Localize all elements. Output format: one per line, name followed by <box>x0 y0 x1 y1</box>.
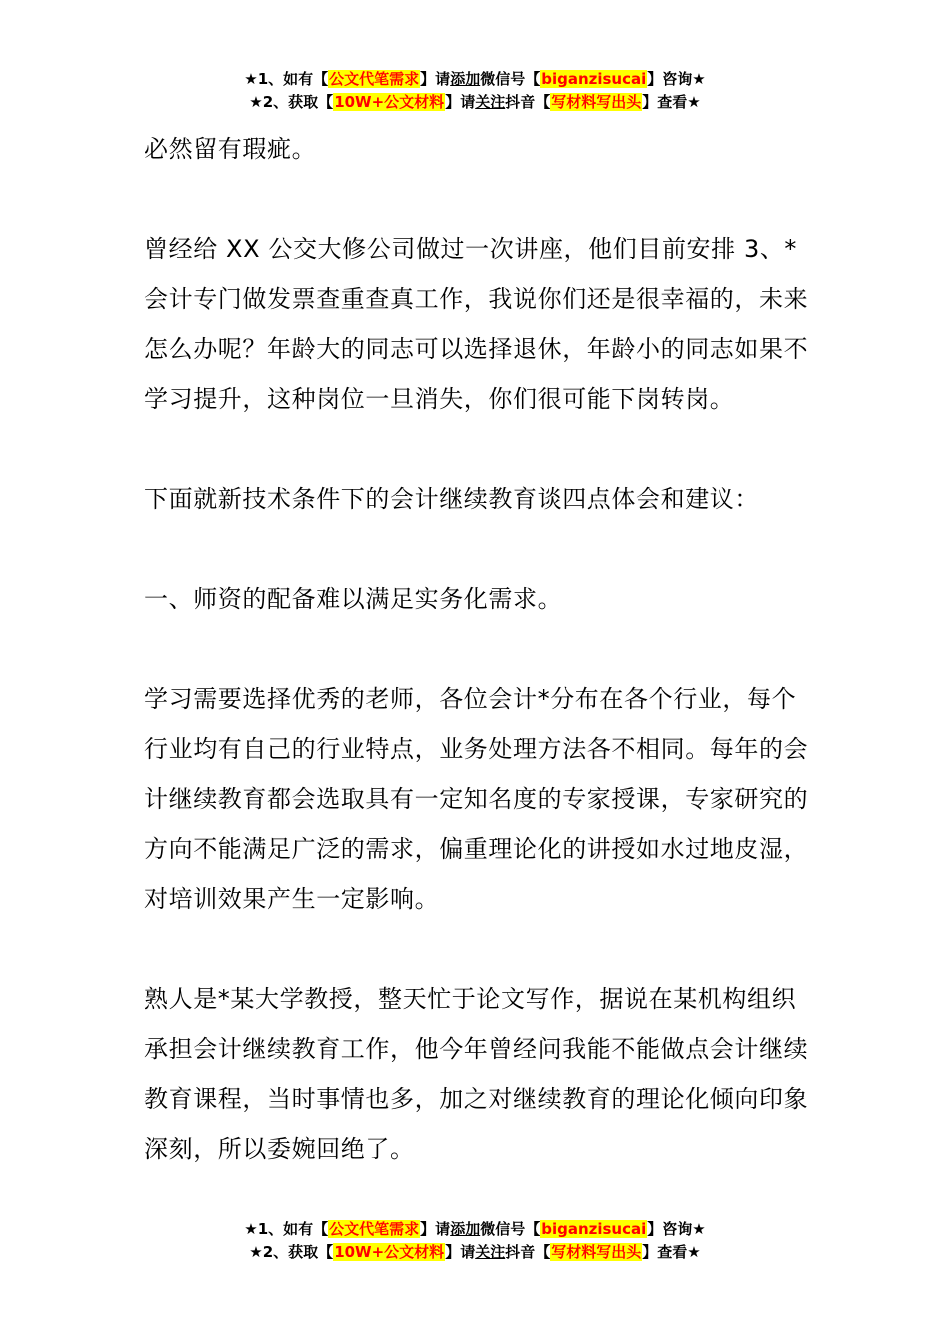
paragraph-gap <box>144 174 810 224</box>
paragraph-gap <box>144 524 810 574</box>
banner-text: ★2、获取【 <box>249 1243 334 1261</box>
highlight-text: 10W+公文材料 <box>334 93 445 111</box>
header-banner <box>0 68 950 114</box>
banner-text: 抖音【 <box>505 1243 551 1261</box>
banner-text: 】查看★ <box>642 93 701 111</box>
banner-text: 】请 <box>420 70 451 88</box>
highlight-text: 写材料写出头 <box>551 1243 642 1261</box>
banner-line-1 <box>0 1218 950 1241</box>
document-body <box>144 124 810 1174</box>
paragraph-5: 学习需要选择优秀的老师，各位会计*分布在各个行业，每个行业均有自己的行业特点，业务处理方法各不相同。每年的会计继续教育都会选取具有一定知名度的专家授课，专家研究的方向不能满足广泛的需求，偏重理论化的讲授如水过地皮湿，对培训效果产生一定影响。 <box>144 685 809 913</box>
highlight-text: biganzisucai <box>541 1220 647 1238</box>
banner-text: 微信号【 <box>480 70 541 88</box>
paragraph-gap <box>144 424 810 474</box>
banner-text: 】请 <box>445 93 476 111</box>
paragraph-gap <box>144 624 810 674</box>
banner-text: ★2、获取【 <box>249 93 334 111</box>
section-heading: 一、师资的配备难以满足实务化需求。 <box>144 585 563 613</box>
banner-text: ★1、如有【 <box>244 70 329 88</box>
banner-line-1 <box>0 68 950 91</box>
paragraph-6: 熟人是*某大学教授，整天忙于论文写作，据说在某机构组织承担会计继续教育工作，他今年曾经问我能不能做点会计继续教育课程，当时事情也多，加之对继续教育的理论化倾向印象深刻，所以委婉回绝了。 <box>144 985 809 1163</box>
paragraph-gap <box>144 924 810 974</box>
banner-text: 】查看★ <box>642 1243 701 1261</box>
underlined-text: 关注 <box>475 1243 506 1261</box>
highlight-text: 写材料写出头 <box>551 93 642 111</box>
banner-text: ★1、如有【 <box>244 1220 329 1238</box>
highlight-text: 公文代笔需求 <box>329 70 420 88</box>
banner-text: 】请 <box>445 1243 476 1261</box>
paragraph-3: 下面就新技术条件下的会计继续教育谈四点体会和建议： <box>144 485 759 513</box>
banner-text: 微信号【 <box>480 1220 541 1238</box>
banner-line-2 <box>0 91 950 114</box>
banner-line-2 <box>0 1241 950 1264</box>
underlined-text: 添加 <box>450 70 481 88</box>
underlined-text: 关注 <box>475 93 506 111</box>
banner-text: 】咨询★ <box>647 70 706 88</box>
banner-text: 】请 <box>420 1220 451 1238</box>
highlight-text: 公文代笔需求 <box>329 1220 420 1238</box>
paragraph-2: 曾经给 XX 公交大修公司做过一次讲座，他们目前安排 3、*会计专门做发票查重查真工作，我说你们还是很幸福的，未来怎么办呢？年龄大的同志可以选择退休，年龄小的同志如果不学习提升，这种岗位一旦消失，你们很可能下岗转岗。 <box>144 235 809 413</box>
footer-banner <box>0 1218 950 1264</box>
banner-text: 抖音【 <box>505 93 551 111</box>
underlined-text: 添加 <box>450 1220 481 1238</box>
paragraph-1: 必然留有瑕疵。 <box>144 135 317 163</box>
highlight-text: 10W+公文材料 <box>334 1243 445 1261</box>
highlight-text: biganzisucai <box>541 70 647 88</box>
banner-text: 】咨询★ <box>647 1220 706 1238</box>
